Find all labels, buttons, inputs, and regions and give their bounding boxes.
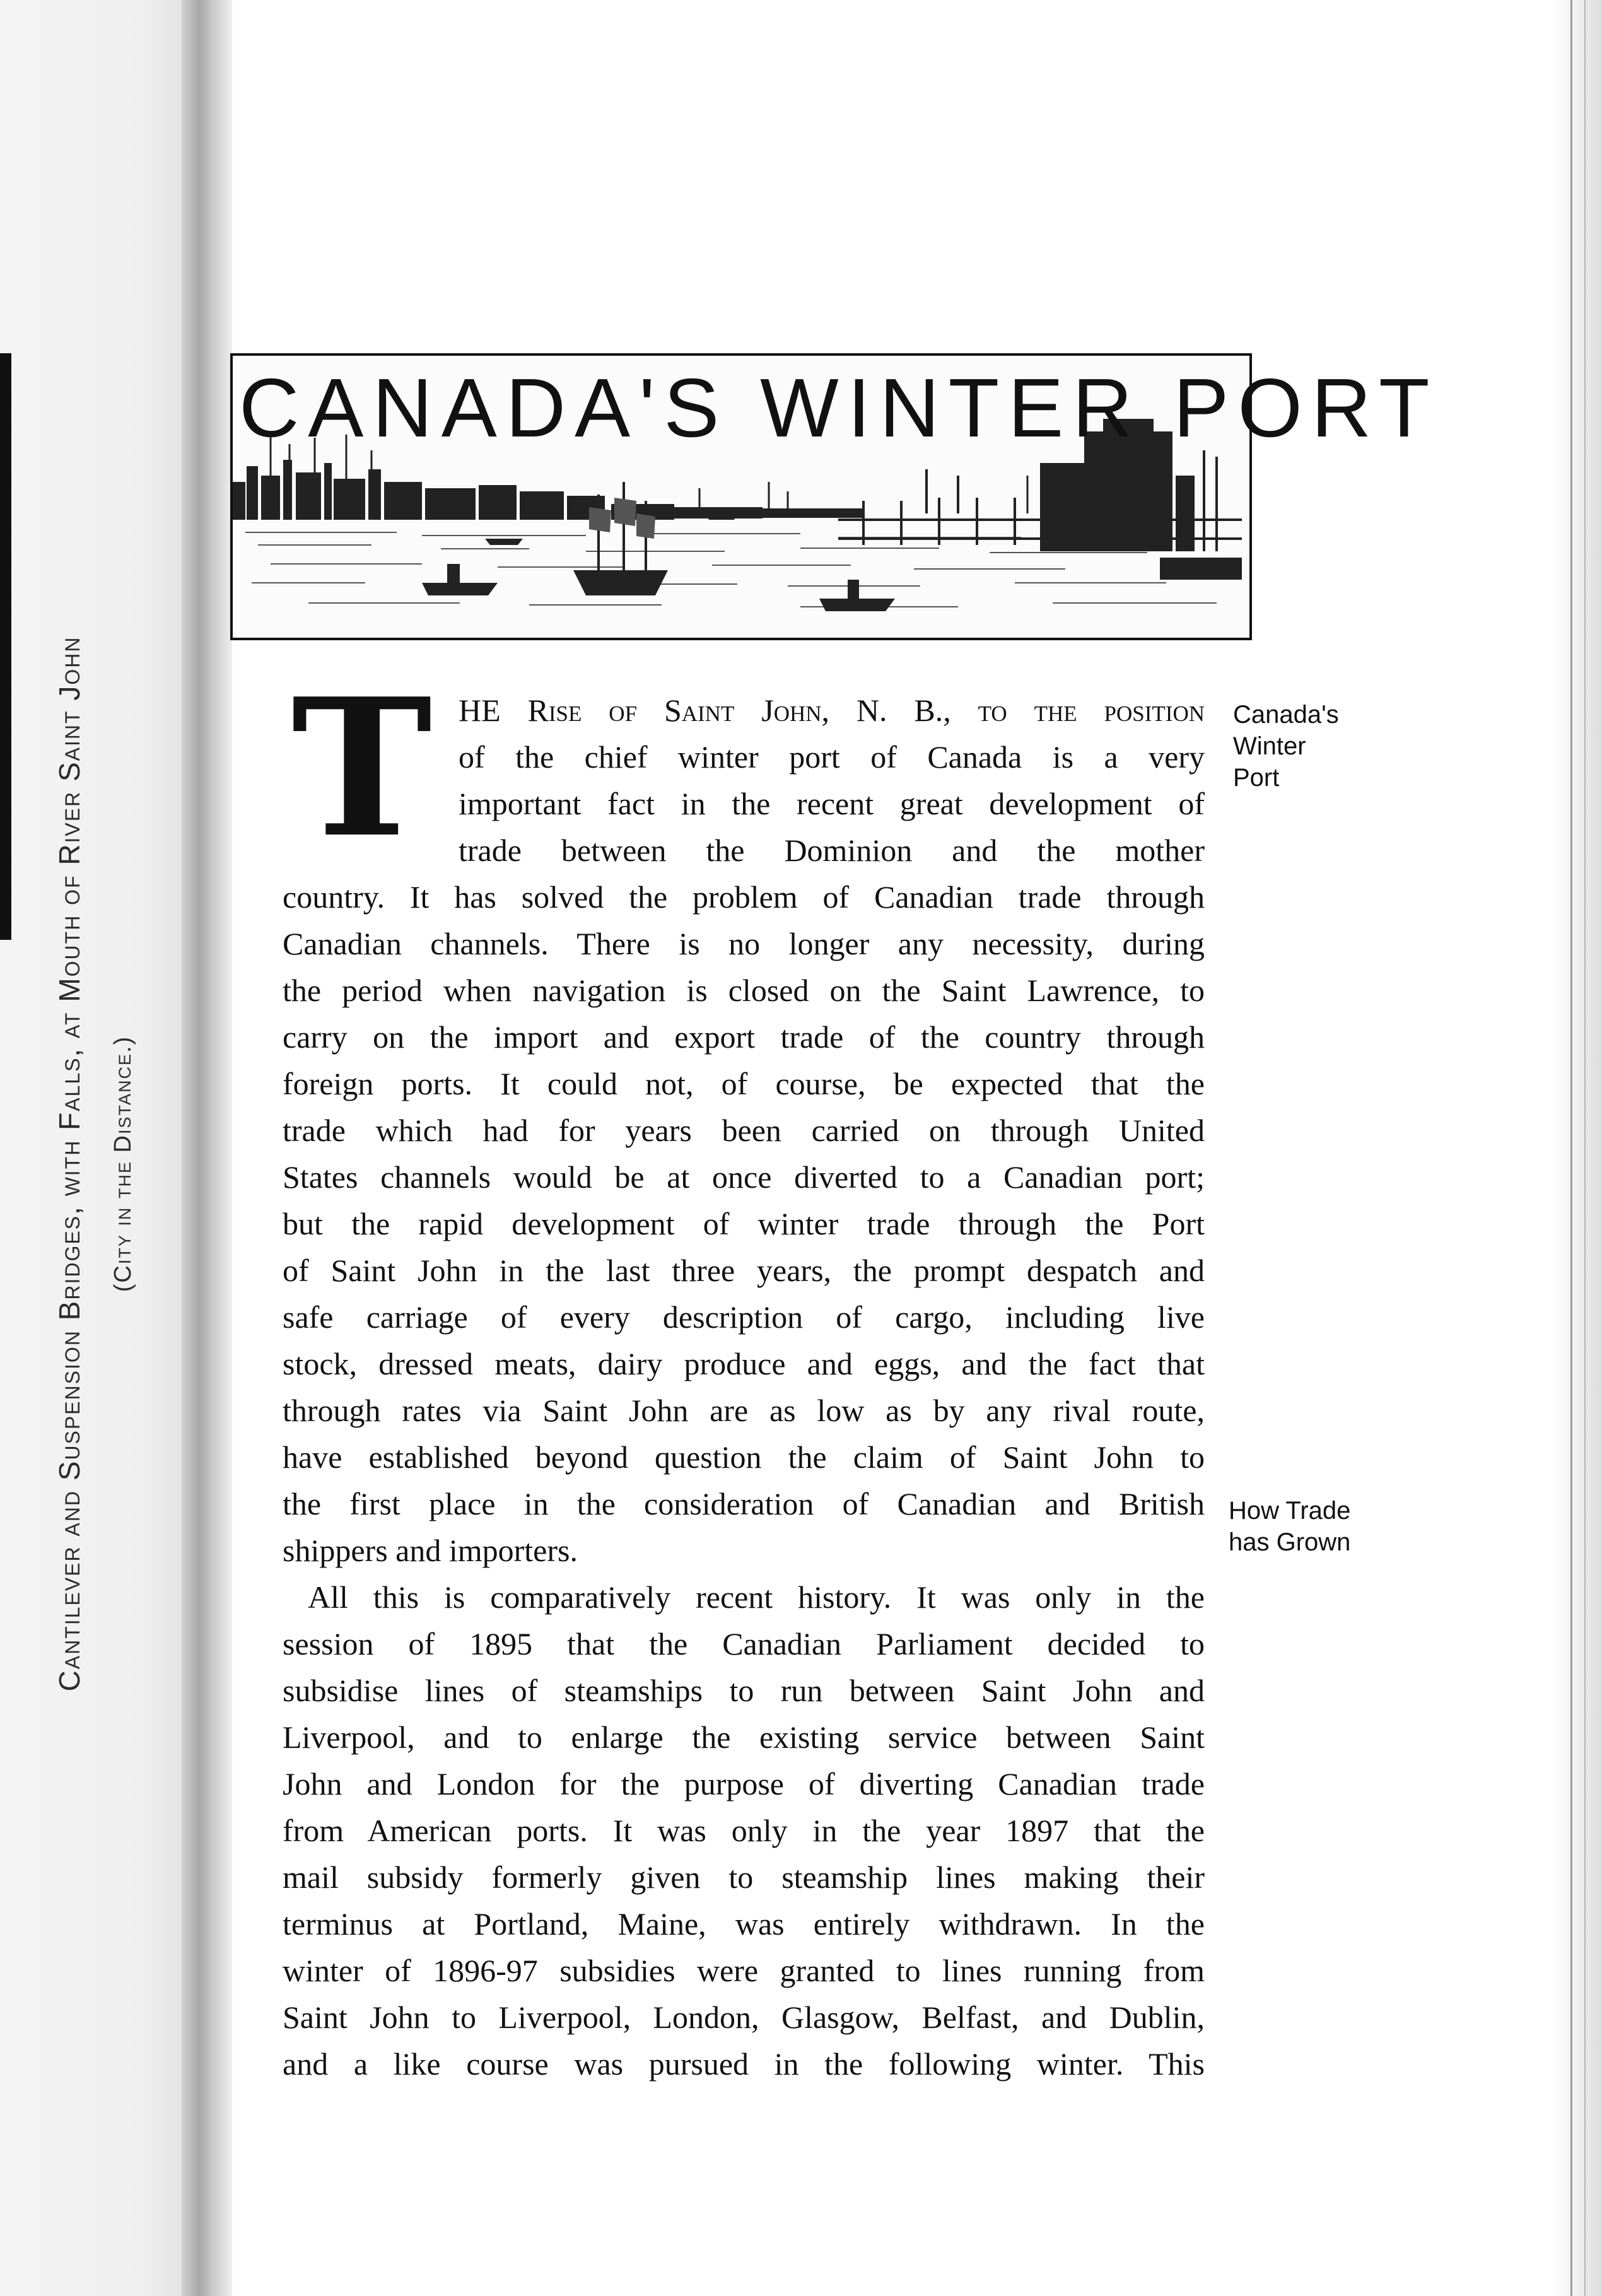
body-line: carry on the import and export trade of the country through	[283, 1019, 1205, 1055]
body-line: country. It has solved the problem of Canadian trade through	[283, 879, 1205, 915]
body-line: stock, dressed meats, dairy produce and eggs, and the fact that	[283, 1346, 1205, 1381]
body-line: important fact in the recent great development of	[459, 786, 1205, 821]
drop-cap: T	[291, 657, 433, 879]
page-title: CANADA'S WINTER PORT	[239, 361, 1439, 454]
pier	[1160, 558, 1242, 580]
body-line: the first place in the consideration of Canadian and British	[283, 1486, 1205, 1521]
body-line: and a like course was pursued in the following winter. This	[283, 2046, 1205, 2082]
body-line: States channels would be at once diverted to a Canadian port;	[283, 1159, 1205, 1195]
body-line: terminus at Portland, Maine, was entirely withdrawn. In the	[283, 1906, 1205, 1942]
margin-note-line: Winter	[1233, 732, 1306, 760]
book-gutter-shadow	[182, 0, 232, 2296]
body-line: session of 1895 that the Canadian Parliament decided to	[283, 1626, 1205, 1661]
steam-tugs	[422, 513, 895, 611]
plate-caption-title: Cantilever and Suspension Bridges, with Falls, at Mouth of River Saint John	[53, 636, 86, 1692]
margin-note-line: has Grown	[1229, 1528, 1351, 1556]
margin-note-line: Canada's	[1233, 701, 1339, 729]
body-line: but the rapid development of winter trade through the Port	[283, 1206, 1205, 1241]
body-line: of the chief winter port of Canada is a very	[459, 739, 1205, 775]
body-line: the period when navigation is closed on the Saint Lawrence, to	[283, 973, 1205, 1008]
margin-note-trade-grown	[1229, 1495, 1350, 1558]
body-line: Saint John to Liverpool, London, Glasgow, Belfast, and Dublin,	[283, 2000, 1205, 2035]
body-line: trade between the Dominion and the mother	[459, 833, 1205, 868]
body-line: John and London for the purpose of diverting Canadian trade	[283, 1766, 1205, 1801]
body-line: HE Rise of Saint John, N. B., to the position	[459, 693, 1205, 728]
page-edges	[1552, 0, 1602, 2296]
body-line: All this is comparatively recent history. It was only in the	[308, 1579, 1205, 1615]
body-line: mail subsidy formerly given to steamship lines making their	[283, 1860, 1205, 1895]
body-line: Liverpool, and to enlarge the existing service between Saint	[283, 1719, 1205, 1755]
plate-caption-subtitle: (City in the Distance.)	[110, 1035, 136, 1292]
margin-note-line: How Trade	[1229, 1497, 1351, 1525]
body-line: of Saint John in the last three years, the prompt despatch and	[283, 1253, 1205, 1288]
body-line: trade which had for years been carried on through United	[283, 1113, 1205, 1148]
body-line: winter of 1896-97 subsidies were granted to lines running from	[283, 1953, 1205, 1988]
body-line: from American ports. It was only in the year 1897 that the	[283, 1813, 1205, 1848]
header-illustration	[230, 353, 1439, 640]
scan-edge-mark	[0, 353, 11, 940]
body-line: subsidise lines of steamships to run between Saint John and	[283, 1673, 1205, 1708]
margin-note-winter-port	[1233, 699, 1339, 794]
plate-caption	[41, 407, 180, 1921]
body-line: foreign ports. It could not, of course, be expected that the	[283, 1066, 1205, 1101]
body-line: through rates via Saint John are as low as by any rival route,	[283, 1393, 1205, 1428]
body-line: Canadian channels. There is no longer any necessity, during	[283, 926, 1205, 961]
margin-note-line: Port	[1233, 764, 1280, 792]
body-line: shippers and importers.	[283, 1533, 578, 1568]
body-line: have established beyond question the claim of Saint John to	[283, 1439, 1205, 1475]
body-line: safe carriage of every description of cargo, including live	[283, 1299, 1205, 1335]
